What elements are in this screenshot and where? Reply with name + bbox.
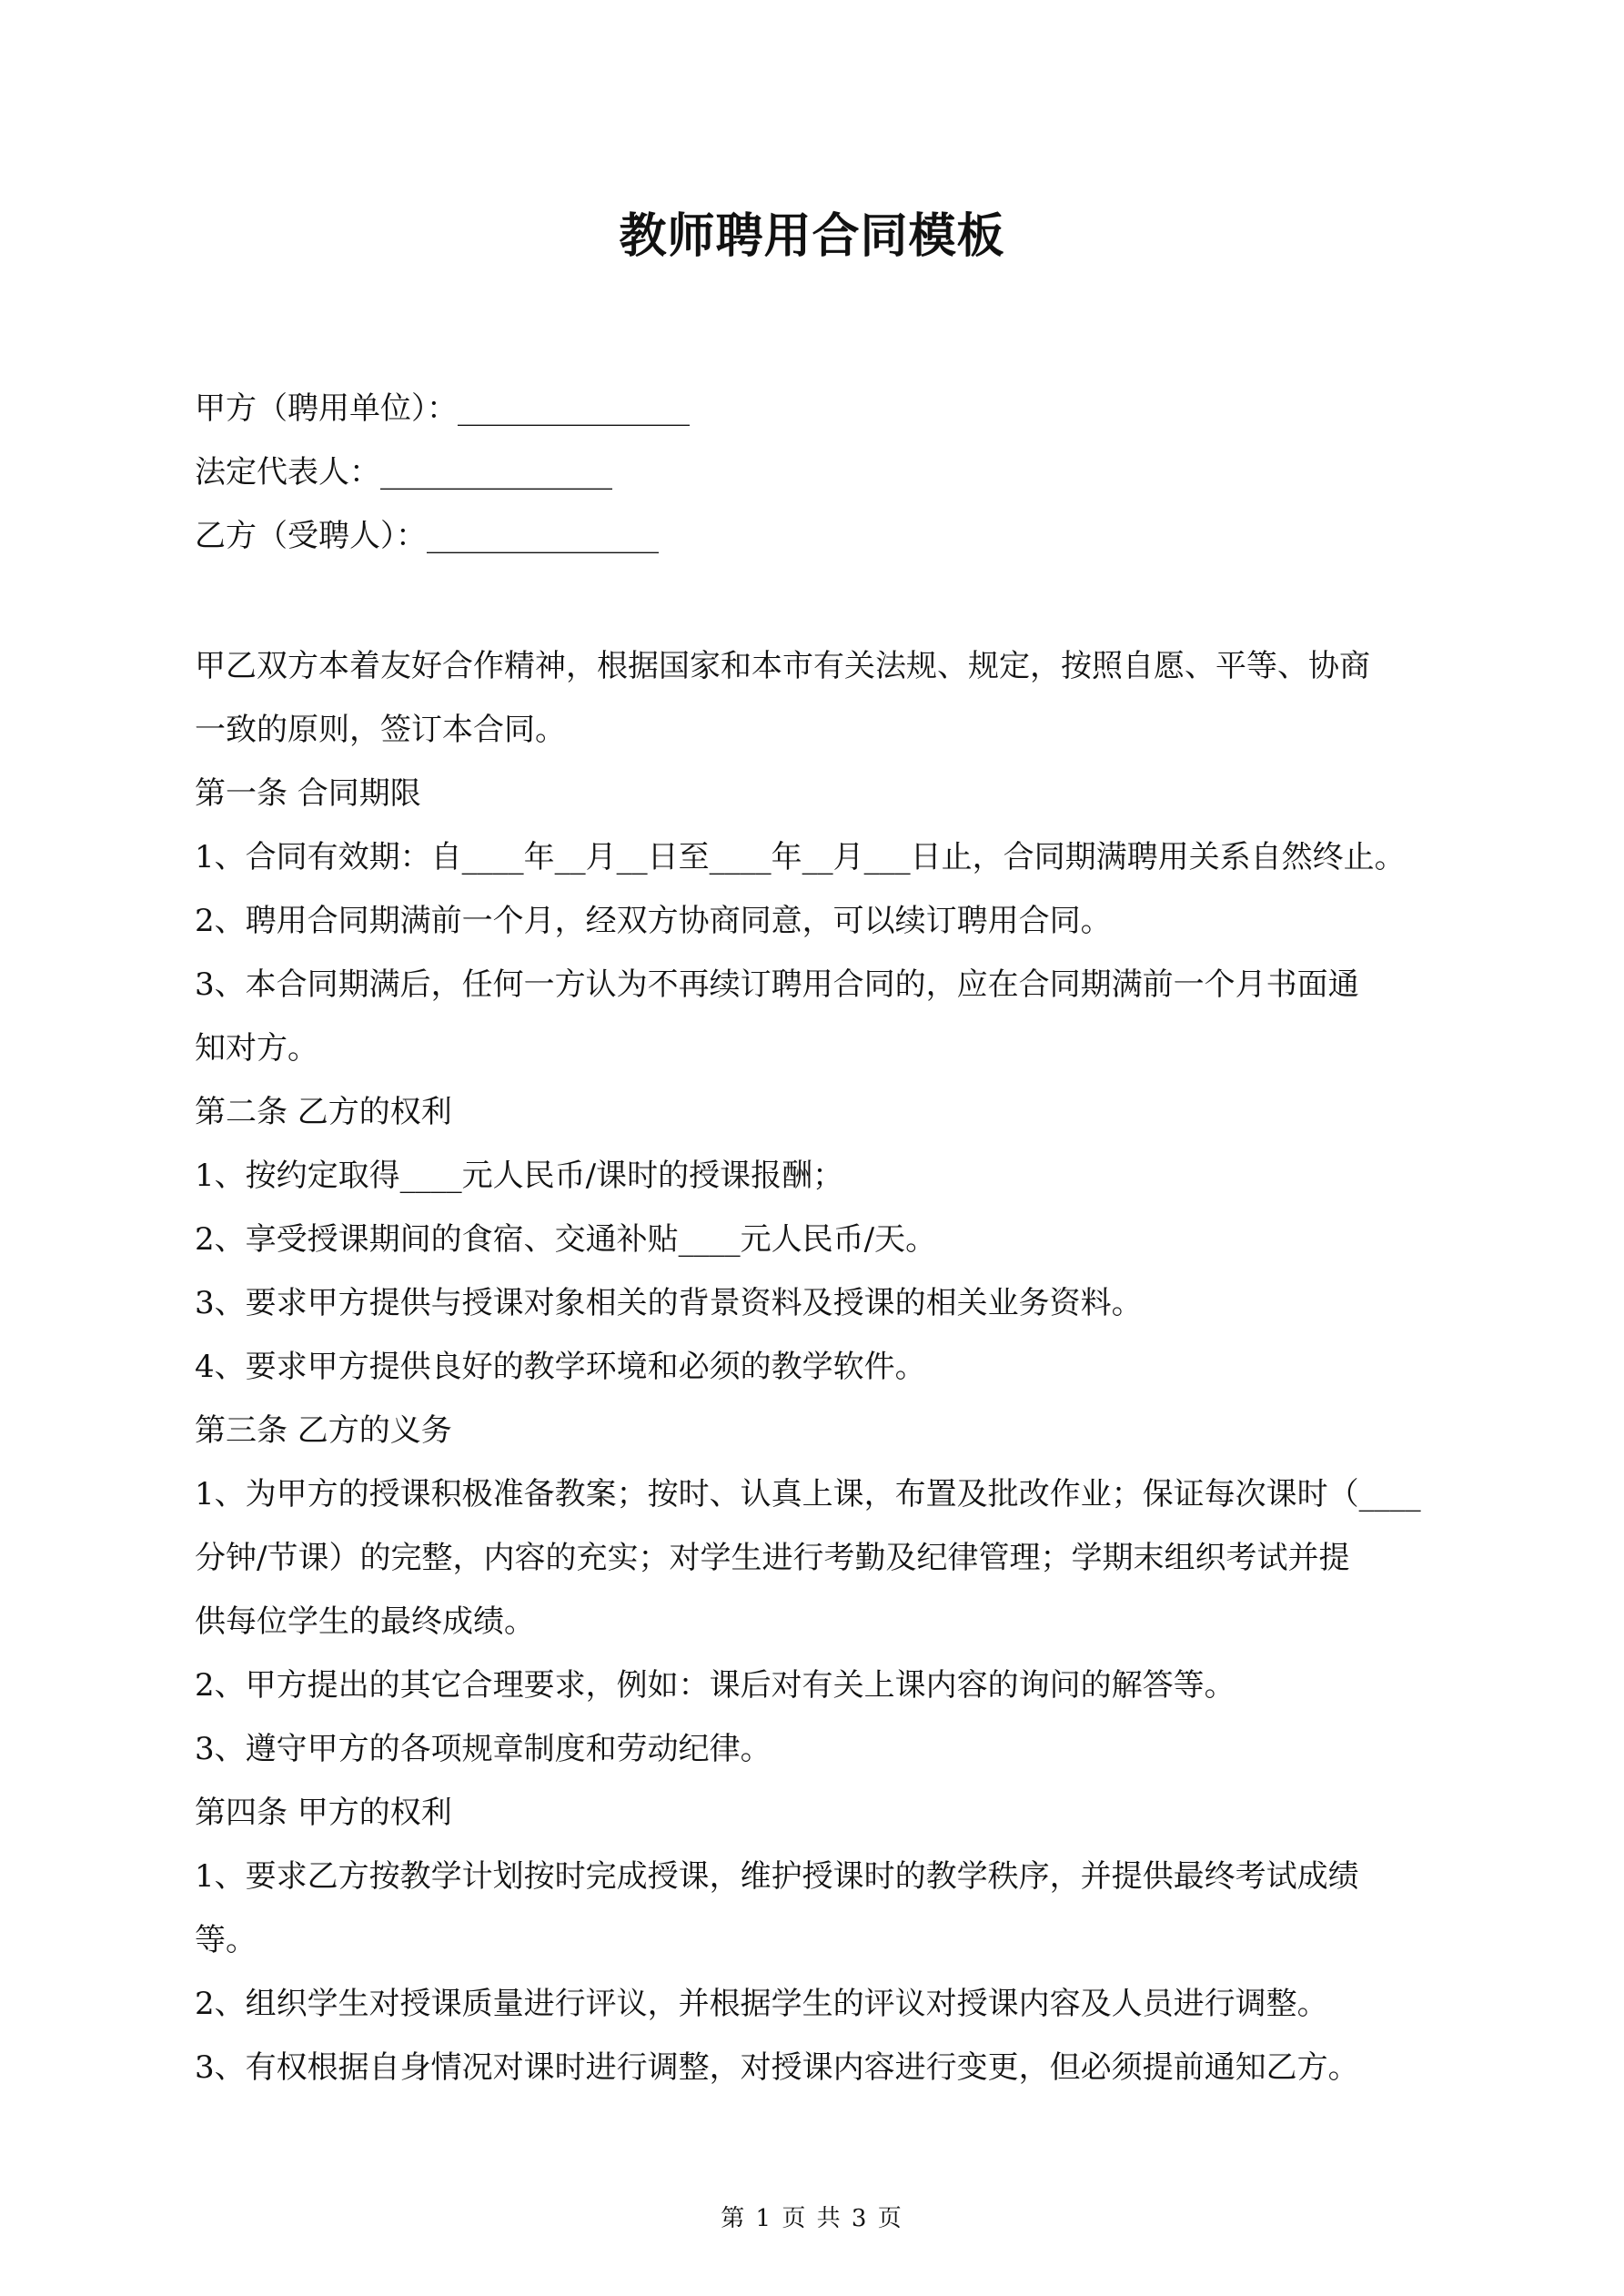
article-3-clause-3: 3、遵守甲方的各项规章制度和劳动纪律。	[195, 1731, 772, 1767]
article-3-clause-1-line-2: 分钟/节课）的完整，内容的充实；对学生进行考勤及纪律管理；学期末组织考试并提	[195, 1540, 1350, 1576]
document-title: 教师聘用合同模板	[619, 209, 1005, 264]
article-4-clause-3: 3、有权根据自身情况对课时进行调整，对授课内容进行变更，但必须提前通知乙方。	[195, 2049, 1359, 2086]
article-4-clause-1-line-2: 等。	[195, 1922, 257, 1958]
article-3-clause-1-line-3: 供每位学生的最终成绩。	[195, 1603, 535, 1640]
party-a-line: 甲方（聘用单位）：_______________	[195, 390, 690, 427]
article-4-clause-2: 2、组织学生对授课质量进行评议，并根据学生的评议对授课内容及人员进行调整。	[195, 1986, 1328, 2022]
article-1-clause-3-line-1: 3、本合同期满后，任何一方认为不再续订聘用合同的，应在合同期满前一个月书面通	[195, 966, 1359, 1003]
article-2-clause-2: 2、享受授课期间的食宿、交通补贴____元人民币/天。	[195, 1221, 937, 1258]
intro-line-2: 一致的原则，签订本合同。	[195, 712, 566, 748]
article-2-clause-4: 4、要求甲方提供良好的教学环境和必须的教学软件。	[195, 1349, 926, 1385]
intro-line-1: 甲乙双方本着友好合作精神，根据国家和本市有关法规、规定，按照自愿、平等、协商	[195, 648, 1370, 684]
article-3-clause-2: 2、甲方提出的其它合理要求，例如：课后对有关上课内容的询问的解答等。	[195, 1667, 1236, 1704]
article-3-clause-1-line-1: 1、为甲方的授课积极准备教案；按时、认真上课，布置及批改作业；保证每次课时（____	[195, 1476, 1421, 1512]
article-3-heading: 第三条 乙方的义务	[195, 1412, 452, 1449]
representative-line: 法定代表人：_______________	[195, 454, 612, 491]
article-4-heading: 第四条 甲方的权利	[195, 1795, 452, 1831]
party-b-line: 乙方（受聘人）：_______________	[195, 518, 659, 554]
article-1-heading: 第一条 合同期限	[195, 775, 421, 812]
article-4-clause-1-line-1: 1、要求乙方按教学计划按时完成授课，维护授课时的教学秩序，并提供最终考试成绩	[195, 1858, 1359, 1895]
article-1-clause-2: 2、聘用合同期满前一个月，经双方协商同意，可以续订聘用合同。	[195, 903, 1112, 939]
article-2-clause-3: 3、要求甲方提供与授课对象相关的背景资料及授课的相关业务资料。	[195, 1285, 1143, 1321]
article-1-clause-1: 1、合同有效期：自____年__月__日至____年__月___日止，合同期满聘用关系自然终止。	[195, 839, 1406, 875]
article-2-heading: 第二条 乙方的权利	[195, 1094, 452, 1130]
page-number-footer: 第 1 页 共 3 页	[721, 2205, 903, 2232]
article-1-clause-3-line-2: 知对方。	[195, 1030, 318, 1067]
article-2-clause-1: 1、按约定取得____元人民币/课时的授课报酬；	[195, 1158, 844, 1194]
